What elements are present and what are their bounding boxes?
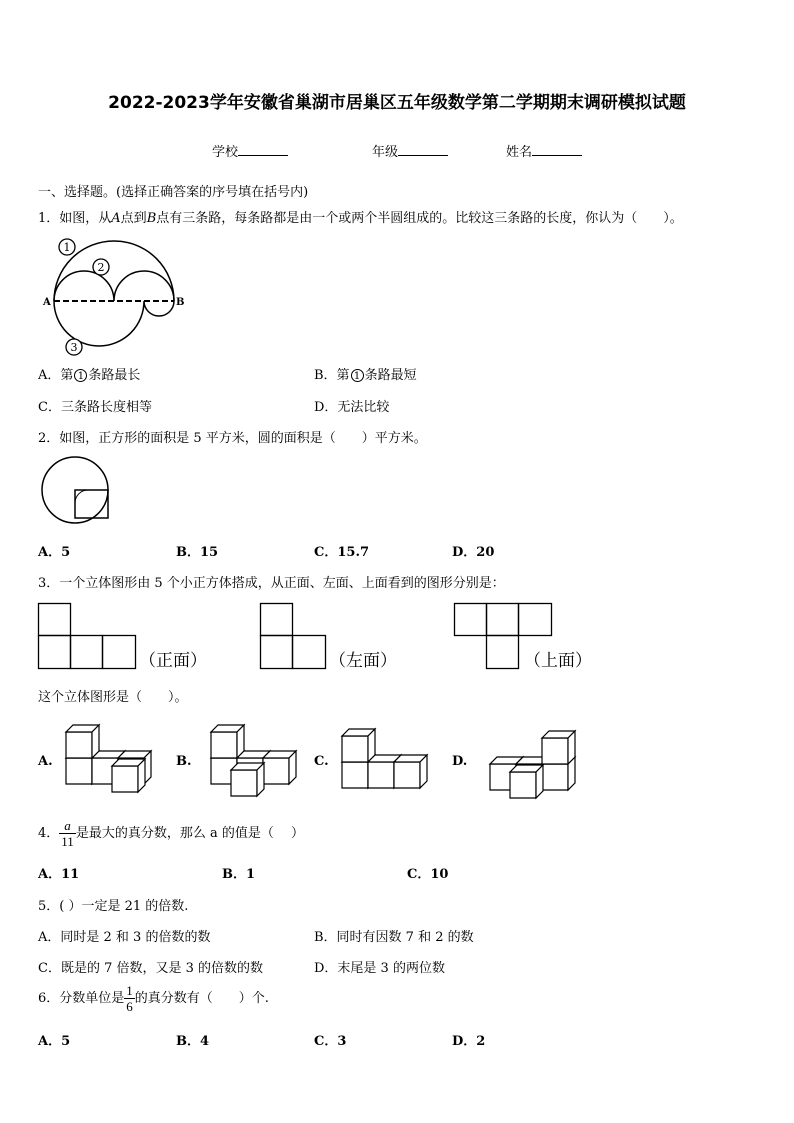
name-field[interactable] (506, 141, 582, 160)
q6-option-a[interactable]: A．5 (38, 1034, 71, 1049)
point-a-label: A (43, 297, 51, 308)
question-4-stem: 4． $\frac{a}{11}$ 是最大的真分数，那么 a 的值是（ ） (38, 818, 304, 849)
q3-option-b-label[interactable]: B. (176, 754, 192, 769)
q5-option-a[interactable]: A．同时是 2 和 3 的倍数的数 (38, 930, 211, 945)
q4-option-c[interactable]: C．10 (407, 867, 449, 882)
school-label: 学校 (212, 145, 239, 160)
section-heading: 一、选择题。(选择正确答案的序号填在括号内) (38, 185, 309, 200)
q5-option-b[interactable]: B．同时有因数 7 和 2 的数 (314, 930, 474, 945)
q5-option-d[interactable]: D．末尾是 3 的两位数 (314, 961, 445, 976)
front-view-grid (38, 603, 138, 671)
q6-option-b[interactable]: B．4 (176, 1034, 210, 1049)
q2-option-d[interactable]: D．20 (452, 545, 495, 560)
q3-option-a-label[interactable]: A. (38, 754, 53, 769)
q1-semicircle-figure (40, 234, 190, 359)
q2-option-c[interactable]: C．15.7 (314, 545, 370, 560)
question-1-stem: 1．如图，从A点到B点有三条路，每条路都是由一个或两个半圆组成的。比较这三条路的长度，你认为（ ）。 (38, 211, 683, 226)
question-6-stem: 6．分数单位是 $\frac{1}{6}$ 的真分数有（ ）个. (38, 983, 269, 1014)
q3-option-b-solid (203, 718, 303, 800)
path-3-label: 3 (70, 341, 78, 354)
page-title: 2022-2023学年安徽省巢湖市居巢区五年级数学第二学期期末调研模拟试题 (108, 93, 686, 113)
front-view-caption: （正面） (139, 651, 207, 671)
q4-option-b[interactable]: B．1 (222, 867, 256, 882)
fraction-1-over-6: $\frac{1}{6}$ (126, 983, 133, 1014)
q3-option-c-label[interactable]: C. (314, 754, 329, 769)
q6-option-d[interactable]: D．2 (452, 1034, 486, 1049)
question-2-stem: 2．如图，正方形的面积是 5 平方米，圆的面积是（ ）平方米。 (38, 431, 427, 446)
path-1-label: 1 (63, 241, 71, 254)
grade-label: 年级 (372, 145, 399, 160)
fraction-a-over-11: $\frac{a}{11}$ (61, 818, 74, 849)
grade-field[interactable] (372, 141, 448, 160)
q5-option-c[interactable]: C．既是的 7 倍数，又是 3 的倍数的数 (38, 961, 264, 976)
point-b-label: B (176, 297, 185, 308)
name-label: 姓名 (506, 145, 533, 160)
name-blank[interactable] (532, 143, 582, 156)
q1-option-c[interactable]: C．三条路长度相等 (38, 400, 152, 415)
q2-option-a[interactable]: A．5 (38, 545, 71, 560)
q3-option-a-solid (60, 722, 155, 797)
question-3-ask: 这个立体图形是（ ）。 (38, 690, 188, 705)
q4-option-a[interactable]: A．11 (38, 867, 80, 882)
left-view-grid (260, 603, 330, 671)
q3-option-d-solid (482, 722, 582, 800)
top-view-caption: （上面） (524, 651, 592, 671)
q2-option-b[interactable]: B．15 (176, 545, 219, 560)
school-blank[interactable] (238, 143, 288, 156)
grade-blank[interactable] (398, 143, 448, 156)
path-2-label: 2 (97, 261, 105, 274)
q1-option-d[interactable]: D．无法比较 (314, 400, 390, 415)
q2-circle-square-figure (40, 458, 115, 523)
left-view-caption: （左面） (329, 651, 397, 671)
q1-option-b[interactable]: B．第 1 条路最短 (314, 368, 417, 383)
question-5-stem: 5．( ）一定是 21 的倍数. (38, 899, 189, 914)
school-field[interactable] (212, 141, 288, 160)
q3-option-d-label[interactable]: D. (452, 754, 468, 769)
q6-option-c[interactable]: C．3 (314, 1034, 347, 1049)
q1-option-a[interactable]: A．第 1 条路最长 (38, 368, 141, 383)
q3-option-c-solid (336, 726, 436, 794)
question-3-stem: 3．一个立体图形由 5 个小正方体搭成，从正面、左面、上面看到的图形分别是： (38, 576, 505, 591)
